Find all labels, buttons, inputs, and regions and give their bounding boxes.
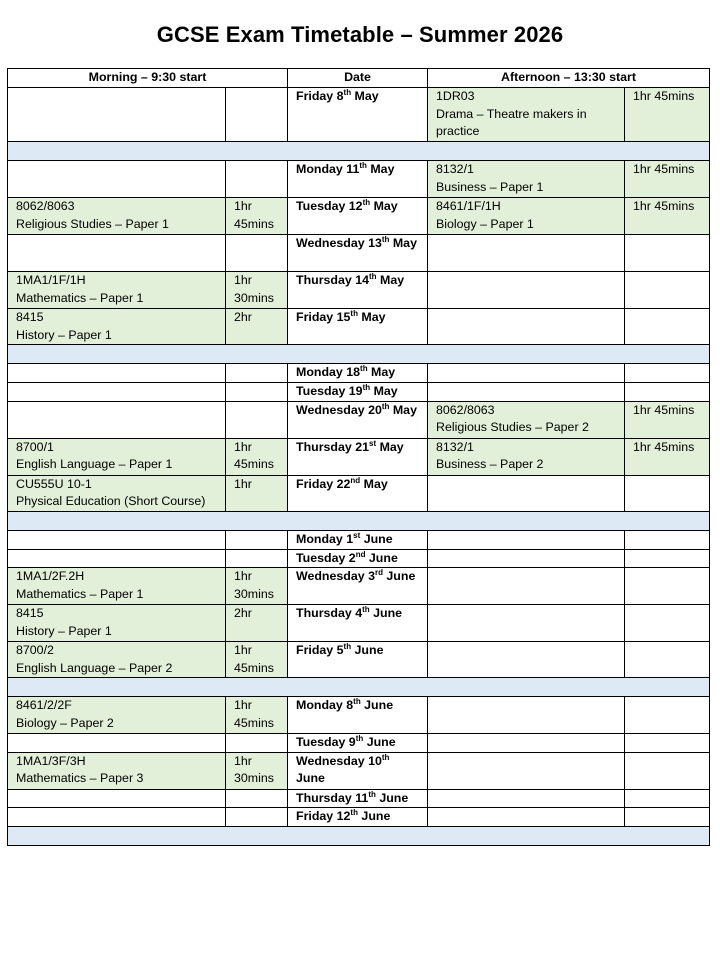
pm-exam-cell: [428, 383, 625, 402]
week-separator: [8, 345, 710, 364]
am-exam-title: Mathematics – Paper 1: [16, 586, 144, 601]
date-month: May: [370, 199, 398, 213]
am-exam-title: Mathematics – Paper 3: [16, 771, 144, 785]
pm-exam-duration: 1hr 45mins: [633, 439, 695, 454]
pm-exam-cell: [428, 734, 625, 753]
am-exam-title: English Language – Paper 1: [16, 457, 173, 471]
date-ordinal-suffix: th: [362, 605, 370, 614]
timetable-row: [8, 401, 710, 438]
am-duration-cell: [226, 309, 288, 345]
date-text: Thursday 14: [296, 273, 369, 287]
am-exam-code: 8461/2/2F: [16, 698, 72, 712]
date-cell: [288, 364, 428, 383]
header-row: [8, 69, 710, 88]
timetable-row: [8, 309, 710, 345]
date-text: Wednesday 20: [296, 402, 382, 417]
week-separator: [8, 511, 710, 530]
date-ordinal-suffix: th: [381, 752, 390, 762]
am-exam-cell: [8, 752, 226, 789]
date-month: June: [360, 698, 394, 712]
date-month: June: [369, 606, 403, 620]
date-text: Wednesday 3: [296, 569, 375, 583]
am-exam-cell: [8, 605, 226, 642]
date-ordinal-suffix: th: [355, 734, 364, 743]
date-cell: [288, 438, 428, 475]
am-exam-code: 8700/2: [16, 643, 54, 657]
date-month: May: [367, 365, 396, 379]
date-cell: [288, 401, 428, 438]
date-month: June: [360, 531, 393, 546]
pm-exam-duration: 1hr 45mins: [633, 89, 695, 103]
pm-exam-cell: [428, 198, 625, 235]
am-exam-cell: [8, 642, 226, 678]
am-duration-cell: [226, 475, 288, 511]
am-duration-cell: [226, 530, 288, 549]
am-exam-code: 1MA1/1F/1H: [16, 273, 86, 287]
timetable-row: [8, 605, 710, 642]
pm-exam-code: 1DR03: [436, 89, 475, 103]
date-ordinal-suffix: th: [343, 88, 352, 97]
am-duration-cell: [226, 383, 288, 402]
date-text: Tuesday 9: [296, 735, 356, 749]
exam-timetable: [7, 68, 710, 846]
morning-header: Morning – 9:30 start: [8, 69, 288, 88]
date-ordinal-suffix: th: [362, 383, 371, 392]
pm-duration-cell: [625, 438, 710, 475]
date-cell: [288, 235, 428, 272]
timetable-row: [8, 364, 710, 383]
date-cell: [288, 161, 428, 198]
timetable-row: [8, 475, 710, 511]
date-cell: [288, 530, 428, 549]
am-exam-title: History – Paper 1: [16, 623, 112, 638]
am-exam-duration: 1hr 45mins: [234, 698, 274, 730]
pm-duration-cell: [625, 752, 710, 789]
date-ordinal-suffix: nd: [355, 549, 366, 559]
date-header: Date: [288, 69, 428, 88]
pm-exam-cell: [428, 88, 625, 142]
date-ordinal-suffix: th: [353, 697, 361, 706]
week-separator-row: [8, 142, 710, 161]
timetable-row: [8, 752, 710, 789]
pm-exam-duration: 1hr 45mins: [633, 199, 695, 213]
pm-duration-cell: [625, 697, 710, 734]
am-exam-cell: [8, 568, 226, 605]
pm-exam-duration: 1hr 45mins: [633, 402, 695, 417]
pm-duration-cell: [625, 549, 710, 568]
date-cell: [288, 752, 428, 789]
date-month: June: [363, 735, 396, 749]
date-text: Thursday 4: [296, 606, 363, 620]
date-text: Tuesday 12: [296, 199, 363, 213]
am-exam-title: Religious Studies – Paper 1: [16, 216, 169, 231]
pm-exam-cell: [428, 549, 625, 568]
am-exam-title: Mathematics – Paper 1: [16, 290, 144, 305]
am-exam-cell: [8, 549, 226, 568]
am-exam-duration: 2hr: [234, 606, 252, 620]
timetable-row: [8, 161, 710, 198]
date-month: May: [376, 439, 404, 454]
date-ordinal-suffix: rd: [374, 568, 383, 577]
am-duration-cell: [226, 235, 288, 272]
am-exam-cell: [8, 530, 226, 549]
date-text: Wednesday 10: [296, 753, 382, 768]
date-month: June: [375, 790, 409, 805]
date-cell: [288, 605, 428, 642]
am-duration-cell: [226, 272, 288, 309]
timetable-row: [8, 438, 710, 475]
pm-duration-cell: [625, 161, 710, 198]
am-duration-cell: [226, 401, 288, 438]
date-text: Tuesday 2: [296, 550, 356, 565]
timetable-row: [8, 642, 710, 678]
am-exam-cell: [8, 475, 226, 511]
pm-duration-cell: [625, 198, 710, 235]
am-exam-code: 8700/1: [16, 439, 54, 454]
pm-exam-code: 8132/1: [436, 162, 474, 176]
am-duration-cell: [226, 697, 288, 734]
date-text: Tuesday 19: [296, 384, 363, 398]
pm-exam-code: 8132/1: [436, 439, 474, 454]
am-exam-title: Biology – Paper 2: [16, 715, 114, 730]
am-exam-duration: 1hr 45mins: [234, 643, 274, 675]
pm-duration-cell: [625, 272, 710, 309]
date-text: Friday 12: [296, 809, 351, 823]
am-duration-cell: [226, 734, 288, 753]
date-month: June: [382, 569, 416, 583]
am-duration-cell: [226, 752, 288, 789]
pm-exam-cell: [428, 401, 625, 438]
timetable-row: [8, 235, 710, 272]
am-exam-title: History – Paper 1: [16, 327, 112, 342]
timetable-row: [8, 789, 710, 808]
pm-exam-cell: [428, 235, 625, 272]
timetable-row: [8, 88, 710, 142]
pm-exam-cell: [428, 272, 625, 309]
date-text: Friday 8: [296, 89, 344, 103]
pm-exam-title: Biology – Paper 1: [436, 216, 534, 231]
date-ordinal-suffix: th: [350, 309, 358, 318]
timetable-row: [8, 272, 710, 309]
am-exam-cell: [8, 383, 226, 402]
week-separator: [8, 826, 710, 845]
date-month: May: [357, 310, 386, 324]
pm-exam-cell: [428, 642, 625, 678]
am-duration-cell: [226, 364, 288, 383]
am-exam-code: 8415: [16, 310, 44, 324]
am-exam-duration: 1hr 30mins: [234, 569, 274, 601]
date-month: May: [376, 273, 405, 287]
pm-duration-cell: [625, 364, 710, 383]
pm-exam-title: Drama – Theatre makers in practice: [436, 106, 587, 138]
am-duration-cell: [226, 161, 288, 198]
pm-exam-cell: [428, 475, 625, 511]
pm-exam-cell: [428, 568, 625, 605]
pm-duration-cell: [625, 568, 710, 605]
am-exam-code: 1MA1/3F/3H: [16, 753, 86, 768]
pm-exam-cell: [428, 530, 625, 549]
am-exam-cell: [8, 734, 226, 753]
date-month: May: [389, 236, 417, 250]
am-duration-cell: [226, 808, 288, 827]
am-exam-code: 8062/8063: [16, 199, 75, 213]
date-text: Friday 5: [296, 643, 344, 657]
date-ordinal-suffix: th: [350, 808, 358, 817]
date-month: May: [360, 476, 388, 491]
am-duration-cell: [226, 88, 288, 142]
pm-exam-code: 8062/8063: [436, 402, 495, 417]
date-cell: [288, 568, 428, 605]
date-text: Monday 1: [296, 531, 354, 546]
date-month: June: [351, 643, 384, 657]
am-exam-cell: [8, 309, 226, 345]
date-month: May: [366, 162, 395, 176]
pm-duration-cell: [625, 808, 710, 827]
am-exam-cell: [8, 161, 226, 198]
timetable-row: [8, 808, 710, 827]
pm-exam-duration: 1hr 45mins: [633, 162, 695, 176]
page-title: GCSE Exam Timetable – Summer 2026: [156, 22, 564, 47]
am-exam-duration: 1hr 45mins: [234, 439, 274, 471]
pm-exam-cell: [428, 808, 625, 827]
pm-duration-cell: [625, 383, 710, 402]
am-exam-title: English Language – Paper 2: [16, 660, 173, 675]
am-exam-code: CU555U 10-1: [16, 476, 92, 491]
date-text: Friday 22: [296, 476, 351, 491]
date-cell: [288, 383, 428, 402]
pm-exam-title: Business – Paper 1: [436, 179, 544, 194]
am-duration-cell: [226, 438, 288, 475]
timetable-row: [8, 530, 710, 549]
am-duration-cell: [226, 549, 288, 568]
am-exam-duration: 1hr 30mins: [234, 753, 274, 785]
date-month: May: [389, 402, 417, 417]
date-month: June: [365, 550, 398, 565]
pm-duration-cell: [625, 401, 710, 438]
date-ordinal-suffix: nd: [350, 475, 361, 485]
afternoon-header: Afternoon – 13:30 start: [428, 69, 710, 88]
date-ordinal-suffix: st: [369, 438, 377, 448]
timetable-row: [8, 198, 710, 235]
date-ordinal-suffix: th: [368, 789, 376, 799]
timetable-row: [8, 383, 710, 402]
date-cell: [288, 734, 428, 753]
date-ordinal-suffix: th: [381, 235, 390, 244]
date-text: Friday 15: [296, 310, 351, 324]
pm-duration-cell: [625, 642, 710, 678]
date-text: Monday 8: [296, 698, 354, 712]
pm-exam-cell: [428, 752, 625, 789]
date-cell: [288, 309, 428, 345]
pm-duration-cell: [625, 530, 710, 549]
pm-duration-cell: [625, 235, 710, 272]
date-ordinal-suffix: th: [362, 198, 371, 207]
am-exam-cell: [8, 198, 226, 235]
am-exam-cell: [8, 438, 226, 475]
am-duration-cell: [226, 605, 288, 642]
week-separator: [8, 678, 710, 697]
week-separator-row: [8, 678, 710, 697]
date-cell: [288, 789, 428, 808]
am-exam-code: 8415: [16, 606, 44, 620]
pm-duration-cell: [625, 88, 710, 142]
week-separator-row: [8, 826, 710, 845]
pm-exam-cell: [428, 789, 625, 808]
week-separator-row: [8, 345, 710, 364]
pm-exam-cell: [428, 605, 625, 642]
date-text: Thursday 11: [296, 790, 369, 805]
am-exam-cell: [8, 364, 226, 383]
pm-exam-cell: [428, 697, 625, 734]
pm-exam-cell: [428, 438, 625, 475]
pm-duration-cell: [625, 475, 710, 511]
date-ordinal-suffix: th: [381, 401, 390, 411]
am-exam-code: 1MA1/2F.2H: [16, 569, 85, 583]
date-month: June: [357, 809, 391, 823]
date-text: Thursday 21: [296, 439, 369, 454]
week-separator-row: [8, 511, 710, 530]
date-text: Monday 18: [296, 365, 361, 379]
am-exam-cell: [8, 272, 226, 309]
am-exam-duration: 1hr: [234, 476, 252, 491]
pm-duration-cell: [625, 734, 710, 753]
pm-duration-cell: [625, 309, 710, 345]
am-exam-duration: 2hr: [234, 310, 252, 324]
date-ordinal-suffix: th: [343, 642, 352, 651]
am-exam-cell: [8, 789, 226, 808]
date-cell: [288, 549, 428, 568]
am-exam-cell: [8, 697, 226, 734]
date-text: Monday 11: [296, 162, 360, 176]
am-duration-cell: [226, 568, 288, 605]
pm-exam-title: Religious Studies – Paper 2: [436, 420, 589, 434]
timetable-row: [8, 568, 710, 605]
timetable-row: [8, 734, 710, 753]
am-duration-cell: [226, 642, 288, 678]
week-separator: [8, 142, 710, 161]
date-text: Wednesday 13: [296, 236, 382, 250]
pm-duration-cell: [625, 605, 710, 642]
am-exam-duration: 1hr 45mins: [234, 199, 274, 231]
pm-exam-cell: [428, 309, 625, 345]
pm-exam-code: 8461/1F/1H: [436, 199, 501, 213]
pm-exam-cell: [428, 364, 625, 383]
timetable-body: [8, 88, 710, 846]
date-cell: [288, 697, 428, 734]
am-duration-cell: [226, 198, 288, 235]
am-exam-cell: [8, 401, 226, 438]
am-exam-duration: 1hr 30mins: [234, 273, 274, 305]
pm-exam-cell: [428, 161, 625, 198]
am-duration-cell: [226, 789, 288, 808]
date-month: May: [370, 384, 398, 398]
date-ordinal-suffix: th: [360, 364, 368, 373]
am-exam-cell: [8, 808, 226, 827]
date-ordinal-suffix: st: [353, 530, 361, 540]
date-cell: [288, 475, 428, 511]
timetable-row: [8, 697, 710, 734]
date-cell: [288, 642, 428, 678]
date-cell: [288, 198, 428, 235]
pm-duration-cell: [625, 789, 710, 808]
timetable-row: [8, 549, 710, 568]
date-month: June: [296, 771, 325, 785]
date-cell: [288, 88, 428, 142]
am-exam-title: Physical Education (Short Course): [16, 494, 206, 508]
date-ordinal-suffix: th: [369, 272, 377, 281]
date-cell: [288, 272, 428, 309]
am-exam-cell: [8, 235, 226, 272]
date-cell: [288, 808, 428, 827]
pm-exam-title: Business – Paper 2: [436, 457, 544, 471]
date-ordinal-suffix: th: [359, 161, 367, 170]
date-month: May: [351, 89, 379, 103]
am-exam-cell: [8, 88, 226, 142]
